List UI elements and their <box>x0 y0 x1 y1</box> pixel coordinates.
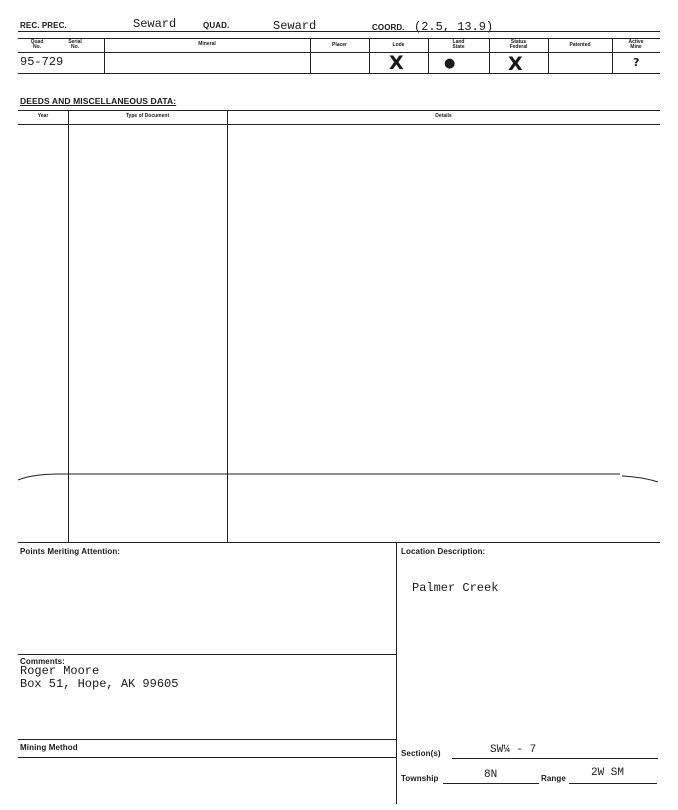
location-description-value: Palmer Creek <box>412 581 499 595</box>
header-underline <box>18 31 660 32</box>
lower-center-divider <box>396 542 397 804</box>
section-underline <box>452 758 658 759</box>
quad-label: QUAD. <box>203 21 230 30</box>
row-bottomline <box>18 73 660 74</box>
township-underline <box>443 783 539 784</box>
col-patented: Patented <box>569 42 591 48</box>
rec-prec-label: REC. PREC. <box>20 21 67 30</box>
land-state-mark: ● <box>444 56 456 71</box>
points-bottom-line <box>18 654 396 655</box>
col-status-federal: Status Federal <box>509 39 528 50</box>
section-value: SW¼ - 7 <box>490 744 537 756</box>
township-value: 8N <box>484 769 498 781</box>
location-description-label: Location Description: <box>401 547 486 556</box>
col-details: Details <box>435 113 452 119</box>
coord-label: COORD. <box>372 23 405 32</box>
col-type-of-document: Type of Document <box>125 113 170 119</box>
col-quad-no: Quad No. <box>30 39 44 50</box>
col-lode: Lode <box>392 42 405 48</box>
column-header-topline <box>18 38 660 39</box>
col-year: Year <box>37 113 49 119</box>
col-serial-no: Serial No. <box>68 39 82 50</box>
quad-value: Seward <box>273 19 317 33</box>
deeds-title: DEEDS AND MISCELLANEOUS DATA: <box>20 96 177 106</box>
township-label: Township <box>401 774 439 783</box>
status-federal-check-mark: X <box>508 53 523 75</box>
lode-check-mark: X <box>389 52 404 74</box>
range-value: 2W SM <box>591 767 625 779</box>
coord-value: (2.5, 13.9) <box>414 20 494 34</box>
comments-bottom-line <box>18 739 396 740</box>
quad-serial-value: 95-729 <box>20 55 64 69</box>
range-underline <box>569 783 657 784</box>
col-land-state: Land State <box>452 39 465 50</box>
rec-prec-value: Seward <box>133 17 177 31</box>
comments-label: Comments: <box>20 657 65 666</box>
section-label: Section(s) <box>401 749 441 758</box>
col-mineral: Mineral <box>198 41 216 47</box>
points-meriting-attention-label: Points Meriting Attention: <box>20 547 121 556</box>
range-label: Range <box>541 774 566 783</box>
deeds-header-topline <box>18 110 660 111</box>
deeds-header-bottomline <box>18 124 660 125</box>
mining-method-label: Mining Method <box>20 743 78 752</box>
col-placer: Placer <box>331 42 347 48</box>
fold-crease-lines <box>0 466 678 496</box>
col-active-mine: Active Mine <box>628 39 644 50</box>
mining-method-underline <box>18 757 396 758</box>
active-mine-mark: ? <box>633 56 640 69</box>
comments-line-2: Box 51, Hope, AK 99605 <box>20 677 179 691</box>
column-header-bottomline <box>18 52 660 53</box>
deeds-bottom-line <box>18 542 660 543</box>
comments-line-1: Roger Moore <box>20 664 100 678</box>
